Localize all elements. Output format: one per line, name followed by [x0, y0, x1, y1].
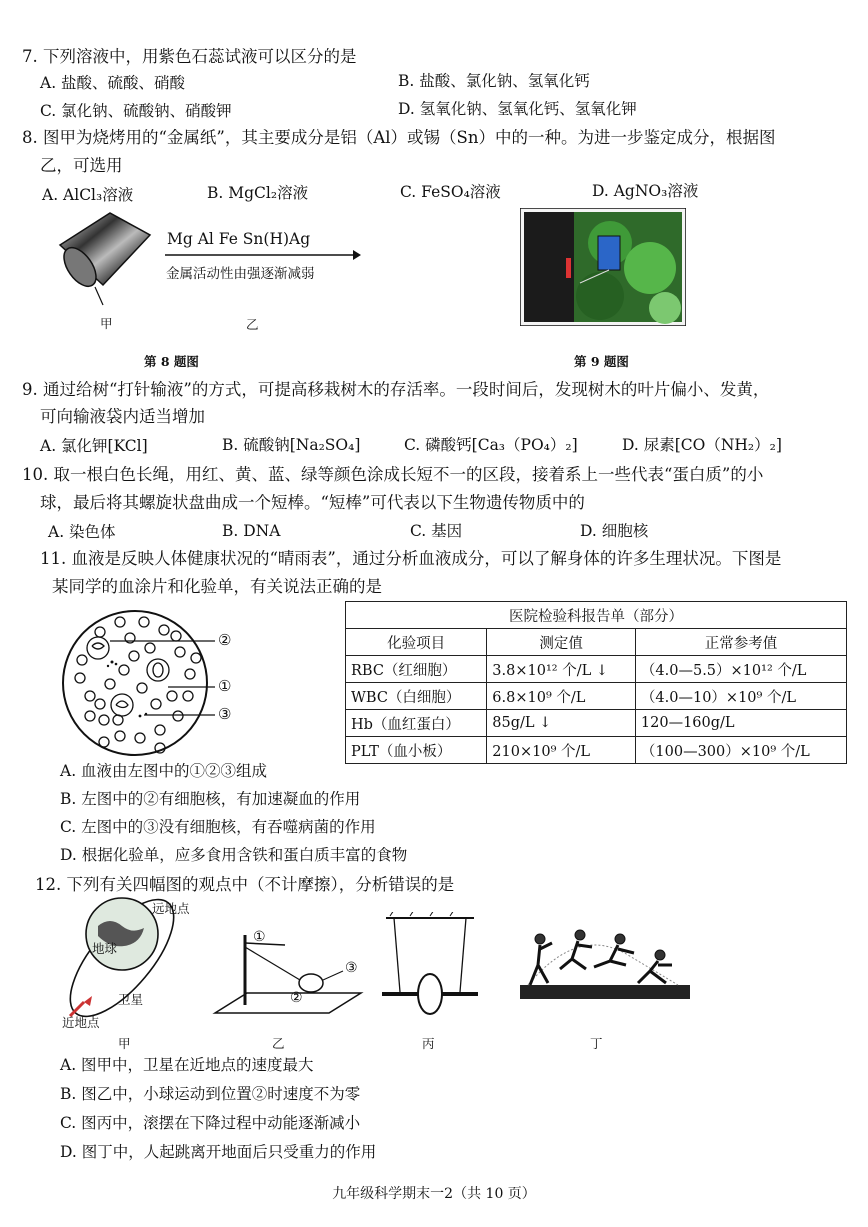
q8-stem-line1: 8. 图甲为烧烤用的“金属纸”，其主要成分是铝（Al）或锡（Sn）中的一种。为进一步鉴定成分，根据图 — [22, 128, 776, 147]
cell-reference: （4.0—5.5）×10¹² 个/L — [635, 656, 846, 683]
q12-label-bing: 丙 — [422, 1036, 435, 1051]
pendulum-marker-2: ② — [290, 990, 303, 1006]
cell-value: 3.8×10¹² 个/L ↓ — [487, 656, 636, 683]
q9-option-a: A. 氯化钾[KCl] — [40, 437, 148, 455]
q12-option-a: A. 图甲中，卫星在近地点的速度最大 — [60, 1056, 314, 1074]
col-header-reference: 正常参考值 — [635, 629, 846, 656]
table-row — [346, 656, 847, 683]
tree-infusion-photo — [520, 208, 686, 326]
q10-option-c: C. 基因 — [410, 522, 463, 540]
table-header-row — [346, 629, 847, 656]
q12-label-jia: 甲 — [118, 1036, 131, 1051]
q8-label-jia: 甲 — [100, 316, 113, 331]
q8-caption: 第 8 题图 — [144, 354, 199, 369]
cell-item: WBC（白细胞） — [346, 683, 487, 710]
q10-option-b: B. DNA — [222, 522, 281, 540]
q11-stem-line2: 某同学的血涂片和化验单，有关说法正确的是 — [52, 577, 382, 596]
q10-stem-line2: 球，最后将其螺旋状盘曲成一个短棒。“短棒”可代表以下生物遗传物质中的 — [40, 493, 585, 512]
q8-option-b: B. MgCl₂溶液 — [207, 184, 309, 202]
pendulum-marker-1: ① — [253, 929, 266, 945]
long-jump-figure — [520, 925, 690, 1005]
cell-reference: （4.0—10）×10⁹ 个/L — [635, 683, 846, 710]
earth-label: 地球 — [92, 941, 118, 956]
q11-option-a: A. 血液由左图中的①②③组成 — [60, 762, 268, 780]
cell-value: 6.8×10⁹ 个/L — [487, 683, 636, 710]
q11-option-c: C. 左图中的③没有细胞核，有吞噬病菌的作用 — [60, 818, 376, 836]
q9-option-d: D. 尿素[CO（NH₂）₂] — [622, 436, 782, 454]
q12-label-yi: 乙 — [272, 1036, 285, 1051]
q11-stem-line1: 11. 血液是反映人体健康状况的“晴雨表”，通过分析血液成分，可以了解身体的许多生理状况。下图是 — [40, 549, 782, 568]
cell-reference: （100—300）×10⁹ 个/L — [635, 737, 846, 764]
cell-value: 85g/L ↓ — [487, 710, 636, 737]
q10-option-d: D. 细胞核 — [580, 522, 649, 540]
col-header-value: 测定值 — [487, 629, 636, 656]
activity-series-note: 金属活动性由强逐渐减弱 — [166, 266, 315, 282]
rolling-pendulum-figure — [380, 912, 480, 1032]
table-row — [346, 683, 847, 710]
q12-option-c: C. 图丙中，滚摆在下降过程中动能逐渐减小 — [60, 1114, 361, 1132]
q9-stem-line1: 9. 通过给树“打针输液”的方式，可提高移栽树木的存活率。一段时间后，发现树木的叶片偏小、发黄， — [22, 380, 770, 399]
pendulum-figure — [205, 925, 365, 1025]
satellite-label: 卫星 — [118, 992, 144, 1007]
q8-option-c: C. FeSO₄溶液 — [400, 183, 501, 201]
q12-label-ding: 丁 — [590, 1036, 603, 1051]
q8-label-yi: 乙 — [246, 317, 259, 332]
q7-option-a: A. 盐酸、硫酸、硝酸 — [40, 74, 186, 92]
q10-option-a: A. 染色体 — [48, 523, 116, 541]
cell-value: 210×10⁹ 个/L — [487, 737, 636, 764]
near-point-label: 近地点 — [62, 1015, 100, 1030]
smear-marker-3: ③ — [218, 705, 232, 723]
q7-stem: 7. 下列溶液中，用紫色石蕊试液可以区分的是 — [22, 47, 357, 66]
q11-option-d: D. 根据化验单，应多食用含铁和蛋白质丰富的食物 — [60, 846, 408, 864]
col-header-item: 化验项目 — [346, 629, 487, 656]
cell-item: Hb（血红蛋白） — [346, 710, 487, 737]
pendulum-marker-3: ③ — [345, 960, 358, 976]
smear-marker-2: ② — [218, 631, 232, 649]
q11-option-b: B. 左图中的②有细胞核，有加速凝血的作用 — [60, 790, 361, 808]
q8-stem-line2: 乙，可选用 — [40, 156, 123, 175]
lab-report-table — [345, 601, 847, 764]
q9-option-c: C. 磷酸钙[Ca₃（PO₄）₂] — [404, 436, 578, 454]
far-point-label: 远地点 — [152, 901, 190, 916]
smear-marker-1: ① — [218, 677, 232, 695]
q9-caption: 第 9 题图 — [574, 354, 629, 369]
activity-arrow — [163, 248, 363, 262]
q10-stem-line1: 10. 取一根白色长绳，用红、黄、蓝、绿等颜色涂成长短不一的区段，接着系上一些代表“蛋白质”的小 — [22, 465, 764, 484]
q7-option-d: D. 氢氧化钠、氢氧化钙、氢氧化钾 — [398, 100, 637, 118]
cell-reference: 120—160g/L — [635, 710, 846, 737]
cell-item: PLT（血小板） — [346, 737, 487, 764]
q12-option-b: B. 图乙中，小球运动到位置②时速度不为零 — [60, 1085, 361, 1103]
page-footer: 九年级科学期末一2（共 10 页） — [332, 1186, 536, 1202]
q12-stem: 12. 下列有关四幅图的观点中（不计摩擦），分析错误的是 — [35, 875, 455, 894]
q7-option-c: C. 氯化钠、硫酸钠、硝酸钾 — [40, 102, 232, 120]
q12-option-d: D. 图丁中，人起跳离开地面后只受重力的作用 — [60, 1143, 377, 1161]
cell-item: RBC（红细胞） — [346, 656, 487, 683]
q9-option-b: B. 硫酸钠[Na₂SO₄] — [222, 436, 361, 454]
lab-report-title: 医院检验科报告单（部分） — [346, 602, 847, 629]
metal-activity-series: Mg Al Fe Sn(H)Ag — [167, 230, 311, 248]
q8-option-d: D. AgNO₃溶液 — [592, 182, 699, 200]
q8-option-a: A. AlCl₃溶液 — [42, 186, 134, 204]
q9-stem-line2: 可向输液袋内适当增加 — [40, 407, 205, 426]
foil-roll-figure — [55, 205, 155, 315]
table-row — [346, 710, 847, 737]
table-row — [346, 737, 847, 764]
q7-option-b: B. 盐酸、氯化钠、氢氧化钙 — [398, 72, 590, 90]
